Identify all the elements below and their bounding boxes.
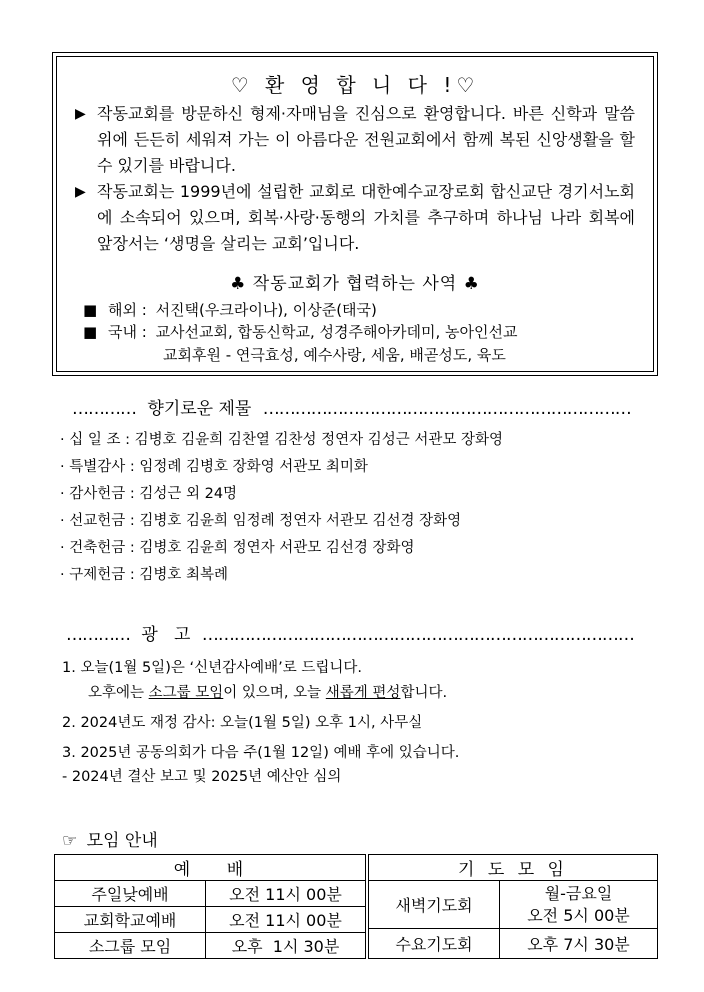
worship-time: 오전 11시 00분 — [206, 907, 366, 933]
welcome-box — [52, 52, 658, 376]
mission-overseas-row — [83, 299, 377, 321]
mission-title: ♣ 작동교회가 협력하는 사역 ♣ — [230, 274, 480, 294]
worship-time: 오전 11시 00분 — [206, 881, 366, 907]
prayer-table — [368, 854, 658, 959]
offering-label: · 특별감사 : — [60, 459, 135, 475]
offerings-trail-dots: …………………………………………………………… — [262, 399, 631, 419]
ad-item-1-detail — [88, 681, 447, 702]
offering-names: 김병호 김윤희 김찬열 김찬성 정연자 김성근 서관모 장화영 — [134, 432, 503, 448]
overseas-label: 해외 : — [107, 301, 147, 319]
offering-label: · 십 일 조 : — [60, 432, 130, 448]
mission-domestic-row-2 — [163, 344, 506, 366]
domestic-label: 국내 : — [107, 323, 147, 341]
offering-names: 임정례 김병호 장화영 서관모 최미화 — [139, 459, 368, 475]
worship-time: 오후 1시 30분 — [206, 933, 366, 959]
prayer-name: 수요기도회 — [369, 929, 500, 959]
triangle-bullet-icon: ▶ — [75, 106, 86, 122]
ad-item-3-sub: - 2024년 결산 보고 및 2025년 예산안 심의 — [62, 769, 342, 785]
ads-lead-dots: ………… — [66, 625, 130, 645]
offering-row — [60, 563, 228, 584]
meetings-heading — [62, 826, 158, 851]
welcome-title: ♡ 환 영 합 니 다 !♡ — [230, 73, 480, 97]
ad-item-1-underline-2: 새롭게 편성 — [325, 685, 401, 701]
offering-row — [60, 428, 503, 449]
square-bullet-icon: ■ — [83, 323, 98, 341]
ad-item-1-pre: 오후에는 — [88, 685, 149, 701]
overseas-value: 서진택(우크라이나), 이상준(태국) — [155, 301, 377, 319]
welcome-paragraph-1 — [75, 101, 635, 179]
pointing-hand-icon: ☞ — [62, 831, 78, 851]
worship-header: 예 배 — [55, 855, 366, 881]
prayer-name: 새벽기도회 — [369, 881, 500, 929]
offering-label: · 건축헌금 : — [60, 540, 135, 556]
offering-names: 김병호 김윤희 정연자 서관모 김선경 장화영 — [139, 540, 415, 556]
ad-item-1-underline-1: 소그룹 모임 — [148, 685, 224, 701]
offering-label: · 감사헌금 : — [60, 486, 135, 502]
domestic-value-1: 교사선교회, 합동신학교, 성경주해아카데미, 농아인선교 — [155, 323, 518, 341]
ad-item-3: 3. 2025년 공동의회가 다음 주(1월 12일) 예배 후에 있습니다. — [62, 745, 460, 761]
ad-item-2: 2. 2024년도 재정 감사: 오늘(1월 5일) 오후 1시, 사무실 — [62, 715, 423, 731]
welcome-paragraph-1-text: 작동교회를 방문하신 형제·자매님을 진심으로 환영합니다. 바른 신학과 말씀 위에 든든히 세워져 가는 이 아름다운 전원교회에서 함께 복된 신앙생활을 할 수 있기를 바랍니다. — [97, 104, 635, 175]
prayer-time: 오후 7시 30분 — [500, 929, 658, 959]
offering-names: 김병호 최복례 — [139, 567, 229, 583]
offerings-title: 향기로운 제물 — [147, 399, 252, 419]
welcome-box-inner — [56, 56, 654, 372]
triangle-bullet-icon: ▶ — [75, 184, 86, 200]
domestic-value-2: 교회후원 - 연극효성, 예수사랑, 세움, 배곧성도, 육도 — [163, 346, 506, 364]
welcome-paragraph-2 — [75, 179, 635, 257]
offering-names: 김성근 외 24명 — [139, 486, 238, 502]
square-bullet-icon: ■ — [83, 301, 98, 319]
offering-row — [60, 536, 415, 557]
ads-trail-dots: ……………………………………………………………………… — [201, 625, 634, 645]
worship-name: 교회학교예배 — [55, 907, 206, 933]
meetings-title: 모임 안내 — [86, 831, 158, 851]
worship-table — [54, 854, 366, 959]
offerings-lead-dots: ………… — [72, 399, 136, 419]
ad-item-1-mid: 이 있으며, 오늘 — [223, 685, 326, 701]
offering-label: · 선교헌금 : — [60, 513, 135, 529]
offering-label: · 구제헌금 : — [60, 567, 135, 583]
worship-name: 소그룹 모임 — [55, 933, 206, 959]
prayer-time — [500, 881, 658, 929]
offering-row — [60, 482, 237, 503]
welcome-paragraph-2-text: 작동교회는 1999년에 설립한 교회로 대한예수교장로회 합신교단 경기서노회에 소속되어 있으며, 회복·사랑·동행의 가치를 추구하며 하나님 나라 회복에 앞장서는 ‘생명을 살리는 교회’입니다. — [97, 182, 635, 253]
mission-domestic-row — [83, 321, 517, 343]
prayer-header: 기 도 모 임 — [369, 855, 658, 881]
prayer-hour: 오전 5시 00분 — [527, 905, 630, 925]
worship-name: 주일낮예배 — [55, 881, 206, 907]
offering-row — [60, 455, 368, 476]
ad-item-1: 1. 오늘(1월 5일)은 ‘신년감사예배’로 드립니다. — [62, 660, 362, 676]
offerings-heading — [72, 394, 631, 419]
ad-item-1-post: 합니다. — [400, 685, 448, 701]
ads-title: 광 고 — [141, 625, 191, 645]
ads-heading — [66, 620, 634, 645]
offering-names: 김병호 김윤희 임정례 정연자 서관모 김선경 장화영 — [139, 513, 462, 529]
offering-row — [60, 509, 461, 530]
prayer-days: 월-금요일 — [544, 883, 613, 903]
